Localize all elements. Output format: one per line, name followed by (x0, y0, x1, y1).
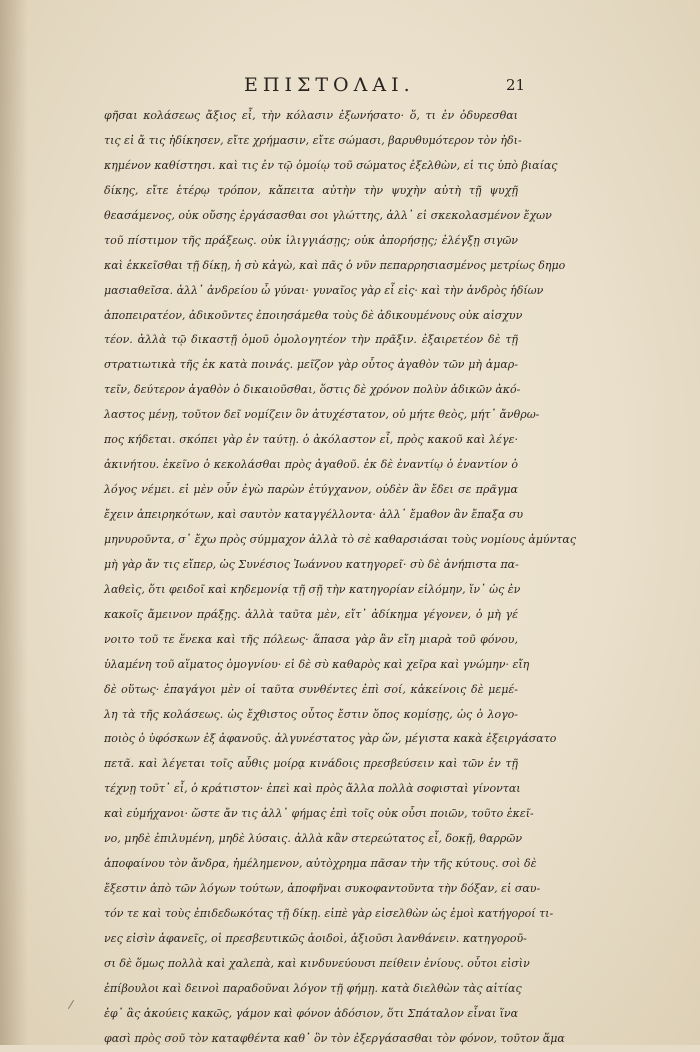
text-line: λόγος νέμει. εἰ μὲν οὖν ἐγὼ παρὼν ἐτύγχανον, οὐδὲν ἂν ἔδει σε πρᾶγμα (104, 483, 518, 497)
text-line: τέχνῃ τοῦτ᾽ εἶ, ὁ κράτιστον· ἐπεὶ καὶ πρὸς ἄλλα πολλὰ σοφισταὶ γίνονται (104, 782, 521, 796)
text-line: ὑλαμένη τοῦ αἵματος ὁμογνίου· εἰ δὲ σὺ καθαρὸς καὶ χεῖρα καὶ γνώμην· εἴη (104, 657, 530, 671)
text-line: καὶ ἐκκεῖσθαι τῇ δίκῃ, ἡ σὺ κἀγὼ, καὶ πᾶς ὁ νῦν πεπαρρησιασμένος μετρίως δημο (104, 258, 566, 272)
text-line: λαθεὶς, ὅτι φειδοῖ καὶ κηδεμονίᾳ τῇ σῇ τὴν κατηγορίαν εἰλόμην, ἵν᾽ ὡς ἐν (104, 582, 521, 596)
text-line: μηνυροῦντα, σ᾽ ἔχω πρὸς σύμμαχον ἀλλὰ τὸ σὲ καθαρσιάσαι τοὺς νομίους ἀμύντας (104, 532, 576, 546)
text-line: τέον. ἀλλὰ τῷ δικαστῇ ὁμοῦ ὁμολογητέον τὴν πρᾶξιν. ἐξαιρετέον δὲ τῇ (104, 333, 518, 347)
text-line: φασὶ πρὸς σοῦ τὸν καταφθέντα καθ᾽ ὃν τὸν ἐξεργάσασθαι τὸν φόνον, τοῦτον ἅμα (104, 1031, 565, 1045)
text-line: λαστος μένῃ, τοῦτον δεῖ νομίζειν ὃν ἀτυχέστατον, οὐ μήτε θεὸς, μήτ᾽ ἄνθρω- (104, 408, 540, 422)
text-line: στρατιωτικὰ τῆς ἐκ κατὰ ποινάς. μεῖζον γὰρ οὗτος ἀγαθὸν τῶν μὴ ἁμαρ- (104, 358, 518, 372)
text-line: πετᾶ. καὶ λέγεται τοῖς αὖθις μοίρᾳ κινάδοις πρεσβεύσειν καὶ τῶν ἐν τῇ (104, 757, 518, 771)
text-line: τόν τε καὶ τοὺς ἐπιδεδωκότας τῇ δίκῃ. εἰπὲ γὰρ εἰσελθὼν ὡς ἐμοὶ κατήγοροί τι- (104, 907, 554, 920)
text-line: δὲ οὕτως· ἐπαγάγοι μὲν οἱ ταῦτα συνθέντες ἐπὶ σοί, κἀκείνοις δὲ μεμέ- (104, 682, 518, 696)
text-line: καὶ εὐμήχανοι· ὥστε ἄν τις ἀλλ᾽ φήμας ἐπὶ τοῖς οὐκ οὖσι ποιῶν, τοῦτο ἐκεῖ- (104, 807, 534, 821)
text-line: τοῦ πίστιμον τῆς πράξεως. οὐκ ἰλιγγιάσῃς; οὐκ ἀπορήσῃς; ἐλέγξῃ σιγῶν (104, 233, 518, 247)
text-line: κακοῖς ἄμεινον πράξῃς. ἀλλὰ ταῦτα μὲν, εἴτ᾽ ἀδίκημα γέγονεν, ὁ μὴ γέ (104, 607, 518, 621)
text-line: μὴ γὰρ ἄν τις εἴπερ, ὡς Συνέσιος Ἰωάννου κατηγορεῖ· σὺ δὲ ἀνήπιστα πα- (104, 557, 519, 571)
text-line: φῆσαι κολάσεως ἄξιος εἶ, τὴν κόλασιν ἐξωνήσατο· ὅ, τι ἐν ὀδυρεσθαι (104, 109, 518, 122)
text-line: ἀποπειρατέον, ἀδικοῦντες ἐποιησάμεθα τοὺς δὲ ἀδικουμένους οὐκ αἰσχυν (104, 308, 523, 322)
text-line: θεασάμενος, οὐκ οὔσης ἐργάσασθαι σοι γλώττης, ἀλλ᾽ εἰ σκεκολασμένον ἔχων (104, 208, 552, 222)
text-line: ἀποφαίνου τὸν ἄνδρα, ἡμέλημενον, αὐτὸχρημα πᾶσαν τὴν τῆς κύτους. σοὶ δὲ (104, 857, 537, 871)
text-line: ἐπίβουλοι καὶ δεινοὶ παραδοῦναι λόγον τῇ φήμῃ. κατὰ διελθὼν τὰς αἰτίας (104, 981, 522, 995)
text-line: τεῖν, δεύτερον ἀγαθὸν ὁ δικαιοῦσθαι, ὅστις δὲ χρόνον πολὺν ἀδικῶν ἀκό- (104, 383, 521, 397)
text-line: σι δὲ ὅμως πολλὰ καὶ χαλεπὰ, καὶ κινδυνεύουσι πείθειν ἐνίους. οὗτοι εἰσὶν (104, 956, 530, 970)
margin-mark (68, 1000, 74, 1009)
text-line: ἐφ᾽ ἃς ἀκούεις κακῶς, γάμον καὶ φόνον ἀδόσιον, ὅτι Σπάταλον εἶναι ἵνα (104, 1006, 518, 1020)
text-line: ἔξεστιν ἀπὸ τῶν λόγων τούτων, ἀποφῆναι συκοφαντοῦντα τὴν δόξαν, εἰ σαυ- (104, 882, 541, 896)
text-line: ἀκινήτου. ἐκεῖνο ὁ κεκολάσθαι πρὸς ἀγαθοῦ. ἐκ δὲ ἐναντίῳ ὁ ἐναντίον ὁ (104, 458, 518, 472)
running-head (0, 74, 700, 100)
running-title: ΕΠΙΣΤΟΛΑΙ. (244, 74, 415, 96)
text-line: τις εἰ ἄ τις ἠδίκησεν, εἴτε χρήμασιν, εἴτε σώμασι, βαρυθυμότερον τὸν ἠδι- (104, 133, 522, 147)
text-line: πος κήδεται. σκόπει γὰρ ἐν ταύτῃ. ὁ ἀκόλαστον εἶ, πρὸς κακοῦ καὶ λέγε· (104, 433, 518, 447)
text-line: ἔχειν ἀπειρηκότων, καὶ σαυτὸν καταγγέλλοντα· ἀλλ᾽ ἔμαθον ἂν ἔπαξα συ (104, 508, 524, 521)
text-line: μασιαθεῖσα. ἀλλ᾽ ἀνδρείου ὦ γύναι· γυναῖος γὰρ εἶ εἰς· καὶ τὴν ἀνδρὸς ἡδίων (104, 283, 544, 297)
page-number: 21 (506, 76, 526, 94)
text-line: νες εἰσὶν ἀφανεῖς, οἱ πρεσβευτικῶς ἀοιδοὶ, ἀξιοῦσι λανθάνειν. κατηγοροῦ- (104, 931, 527, 945)
text-line: κημένον καθίστησι. καὶ τις ἐν τῷ ὁμοίῳ τοῦ σώματος ἐξελθὼν, εἰ τις ὑπὸ βιαίας (104, 158, 558, 172)
text-line: ποιὸς ὁ ὑφόσκων ἐξ ἀφανοῦς. ἀλγυνέστατος γὰρ ὤν, μέγιστα κακὰ ἐξειργάσατο (104, 732, 557, 746)
text-line: νο, μηδὲ ἐπιλυμένη, μηδὲ λύσαις. ἀλλὰ κἂν στερεώτατος εἶ, δοκῇ, θαρρῶν (104, 832, 523, 846)
text-line: λη τὰ τῆς κολάσεως. ὡς ἔχθιστος οὗτος ἔστιν ὅπος κομίσῃς, ὡς ὁ λογο- (104, 707, 518, 721)
text-line: δίκης, εἴτε ἑτέρῳ τρόπον, κἄπειτα αὐτὴν τὴν ψυχὴν αὐτὴ τῇ ψυχῇ (104, 183, 518, 197)
body-text (104, 104, 576, 1052)
text-line: νοιτο τοῦ τε ἕνεκα καὶ τῆς πόλεως· ἅπασα γὰρ ἂν εἴη μιαρὰ τοῦ φόνου, (104, 632, 518, 646)
